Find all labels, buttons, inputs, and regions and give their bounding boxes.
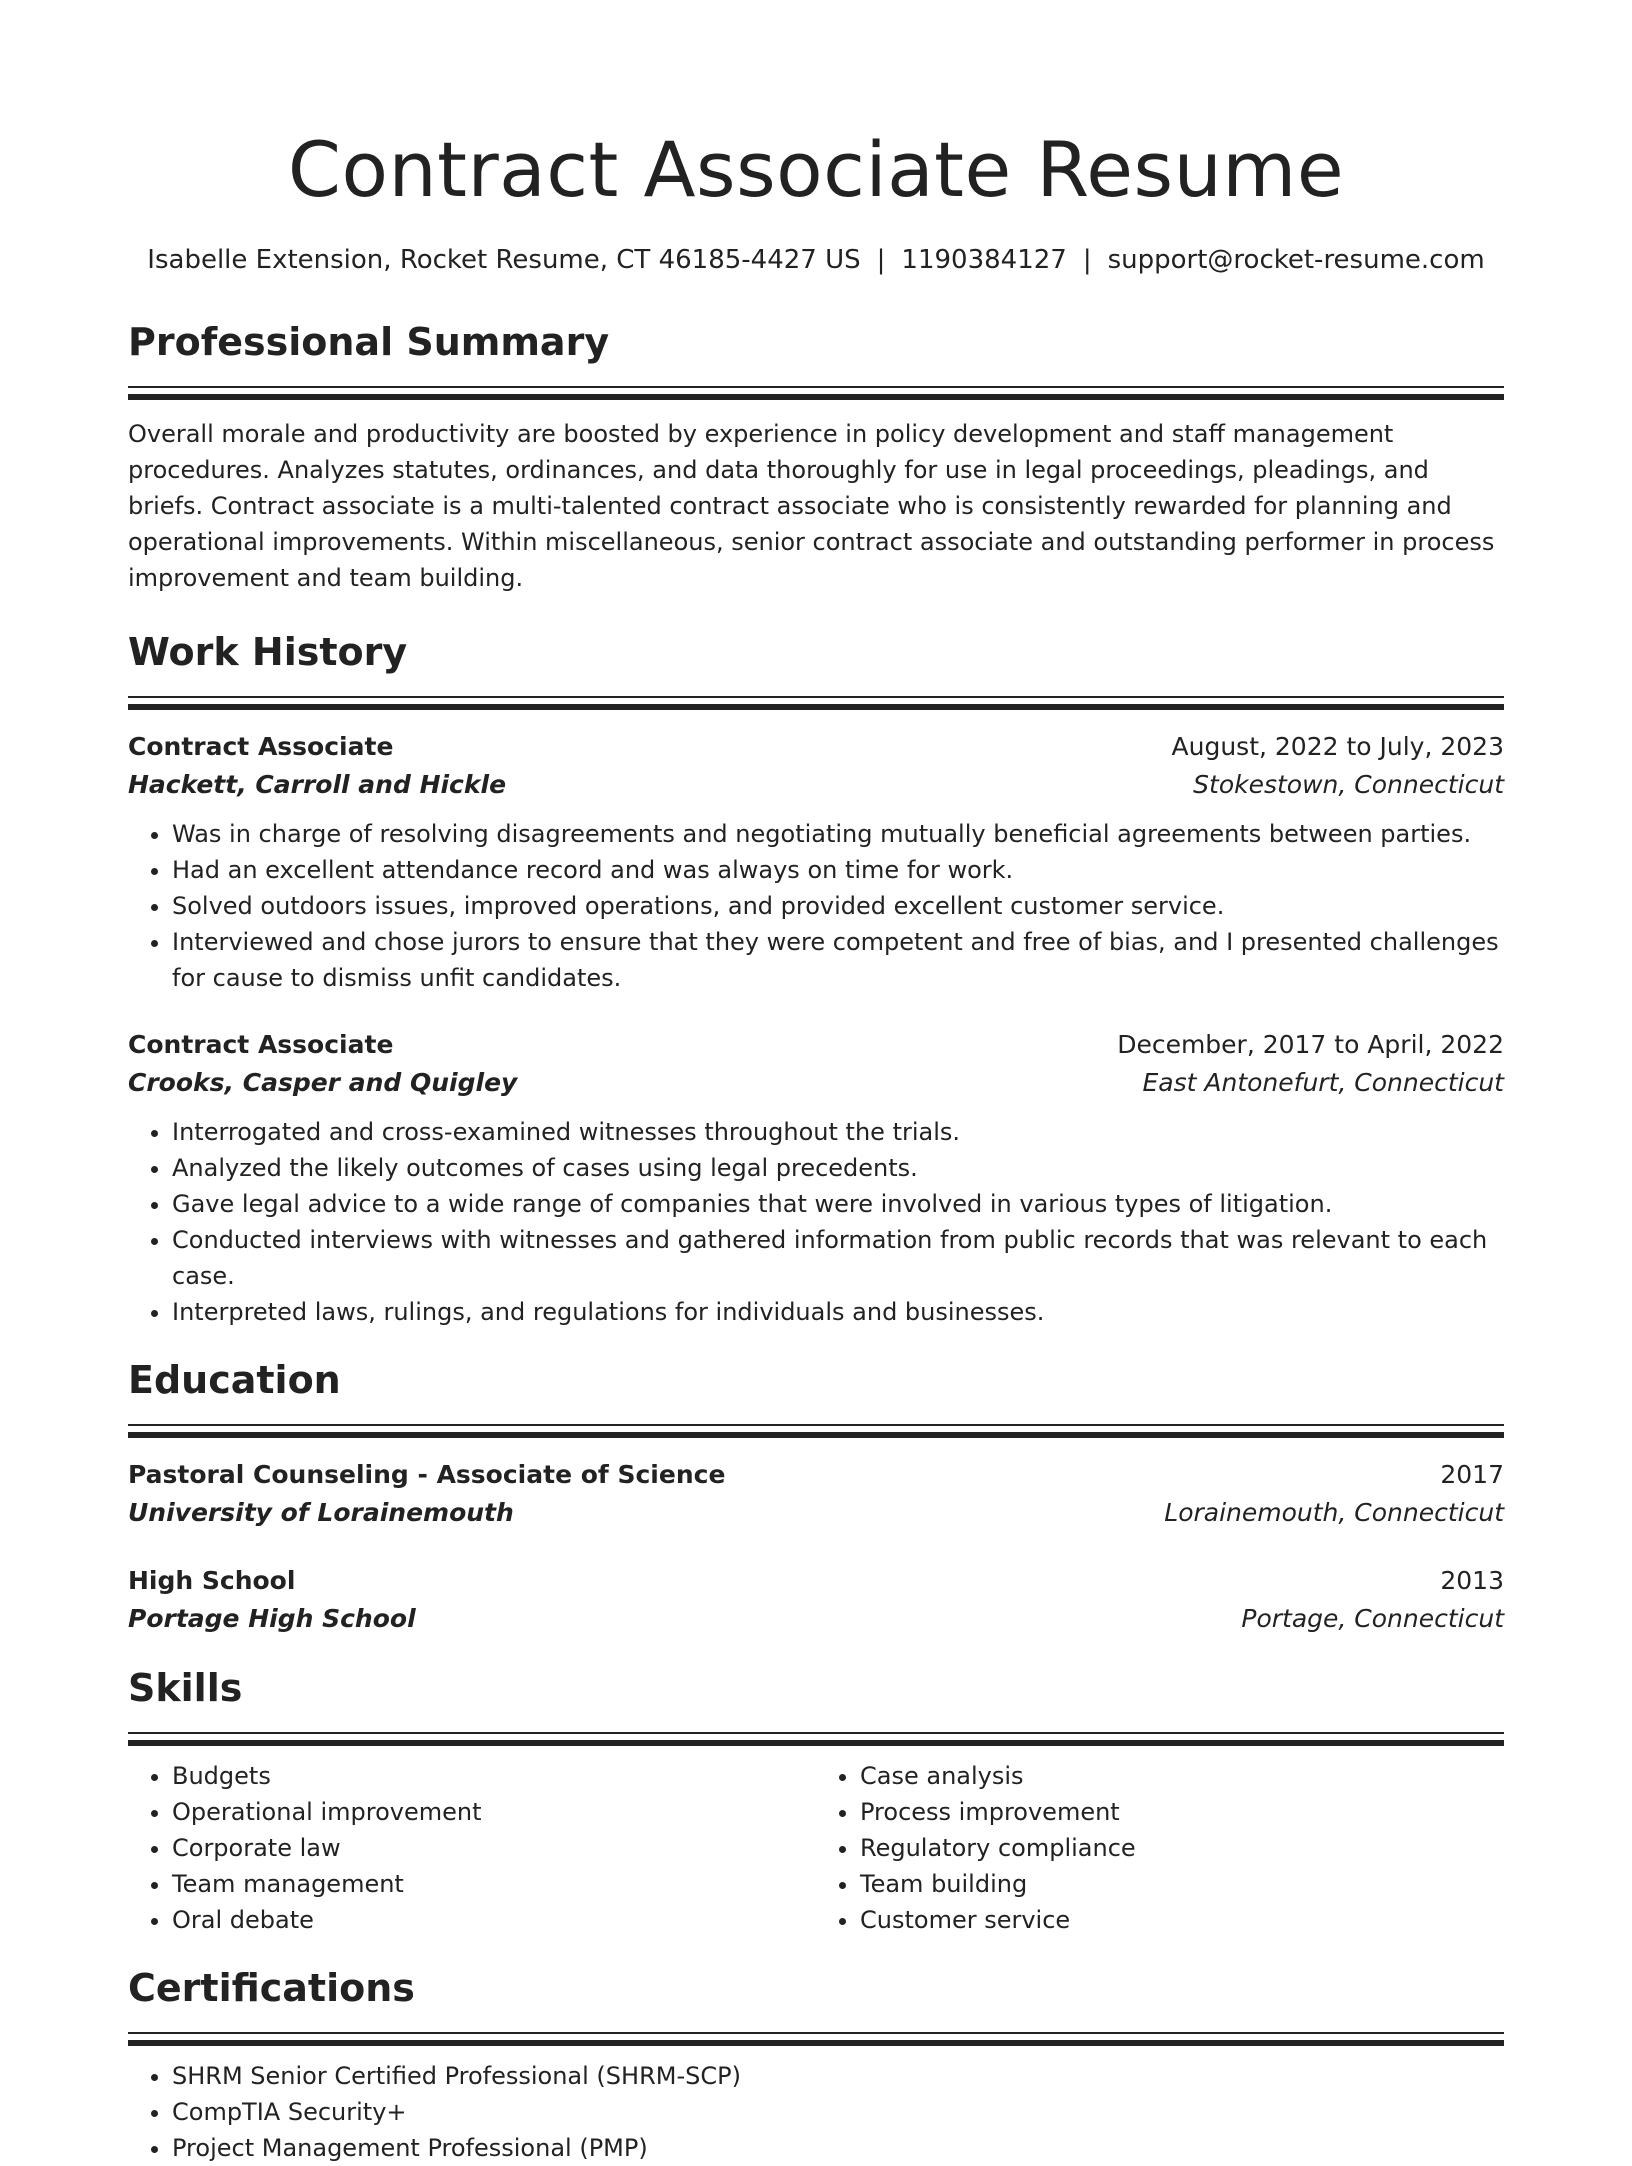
section-heading-work-history: Work History — [128, 630, 408, 674]
education-school-row — [128, 1494, 1504, 1532]
contact-address: Isabelle Extension, Rocket Resume, CT 46185-4427 US — [147, 245, 861, 275]
education-school-row — [128, 1600, 1504, 1638]
job-bullet: • Interrogated and cross-examined witnesses throughout the trials. — [172, 1114, 1504, 1150]
skill-item: • Corporate law — [172, 1830, 816, 1866]
skills-grid — [128, 1758, 1504, 1938]
section-heading-certifications: Certifications — [128, 1966, 415, 2010]
certification-item: • CompTIA Security+ — [172, 2094, 1504, 2130]
section-divider — [128, 386, 1504, 400]
contact-phone: 1190384127 — [901, 245, 1067, 275]
skills-section — [128, 1662, 1504, 1938]
skill-item: • Team management — [172, 1866, 816, 1902]
section-heading-education: Education — [128, 1358, 341, 1402]
skill-item: • Process improvement — [860, 1794, 1504, 1830]
education-header-row — [128, 1456, 1504, 1494]
job-company: Crooks, Casper and Quigley — [128, 1068, 518, 1097]
education-location: Portage, Connecticut — [1241, 1604, 1504, 1633]
skill-item: • Oral debate — [172, 1902, 816, 1938]
job-location: Stokestown, Connecticut — [1193, 770, 1504, 799]
contact-separator: | — [876, 245, 886, 275]
education-entry — [128, 1456, 1504, 1532]
skills-list-right — [816, 1758, 1504, 1938]
education-degree: Pastoral Counseling - Associate of Science — [128, 1460, 726, 1489]
job-location: East Antonefurt, Connecticut — [1142, 1068, 1504, 1097]
job-title: Contract Associate — [128, 732, 394, 761]
job-bullet: • Gave legal advice to a wide range of companies that were involved in various types of litigation. — [172, 1186, 1504, 1222]
skill-item: • Team building — [860, 1866, 1504, 1902]
summary-section — [128, 316, 1504, 596]
skills-list-left — [128, 1758, 816, 1938]
skill-item: • Budgets — [172, 1758, 816, 1794]
job-bullet: • Interpreted laws, rulings, and regulations for individuals and businesses. — [172, 1294, 1504, 1330]
education-school: University of Lorainemouth — [128, 1498, 514, 1527]
section-heading-skills: Skills — [128, 1666, 243, 1710]
job-bullet: • Solved outdoors issues, improved operations, and provided excellent customer service. — [172, 888, 1504, 924]
work-history-section — [128, 626, 1504, 1330]
job-bullet: • Analyzed the likely outcomes of cases using legal precedents. — [172, 1150, 1504, 1186]
certification-item: • Project Management Professional (PMP) — [172, 2130, 1504, 2166]
certifications-section — [128, 1962, 1504, 2166]
education-degree: High School — [128, 1566, 296, 1595]
certifications-list — [128, 2058, 1504, 2166]
education-section — [128, 1354, 1504, 1638]
section-divider — [128, 696, 1504, 710]
job-company-row — [128, 1064, 1504, 1102]
job-entry — [128, 728, 1504, 996]
contact-email[interactable]: support@rocket-resume.com — [1107, 245, 1485, 275]
job-bullet: • Was in charge of resolving disagreements and negotiating mutually beneficial agreements between parties. — [172, 816, 1504, 852]
job-entry — [128, 1026, 1504, 1330]
job-bullet: • Interviewed and chose jurors to ensure that they were competent and free of bias, and I presented challenges for cause to dismiss unfit candidates. — [172, 924, 1504, 996]
education-school: Portage High School — [128, 1604, 416, 1633]
education-year: 2017 — [1440, 1460, 1504, 1489]
job-bullet: • Conducted interviews with witnesses and gathered information from public records that was relevant to each case. — [172, 1222, 1504, 1294]
section-divider — [128, 1424, 1504, 1438]
certification-item: • SHRM Senior Certified Professional (SHRM-SCP) — [172, 2058, 1504, 2094]
education-location: Lorainemouth, Connecticut — [1164, 1498, 1504, 1527]
skill-item: • Operational improvement — [172, 1794, 816, 1830]
resume-title: Contract Associate Resume — [287, 125, 1345, 214]
education-header-row — [128, 1562, 1504, 1600]
job-bullets — [128, 816, 1504, 996]
skill-item: • Regulatory compliance — [860, 1830, 1504, 1866]
education-year: 2013 — [1440, 1566, 1504, 1595]
section-divider — [128, 1732, 1504, 1746]
job-bullet: • Had an excellent attendance record and was always on time for work. — [172, 852, 1504, 888]
job-company: Hackett, Carroll and Hickle — [128, 770, 507, 799]
job-header-row — [128, 728, 1504, 766]
job-dates: August, 2022 to July, 2023 — [1171, 732, 1504, 761]
skill-item: • Customer service — [860, 1902, 1504, 1938]
job-title: Contract Associate — [128, 1030, 394, 1059]
job-dates: December, 2017 to April, 2022 — [1117, 1030, 1504, 1059]
section-heading-summary: Professional Summary — [128, 320, 610, 364]
job-company-row — [128, 766, 1504, 804]
summary-text: Overall morale and productivity are boosted by experience in policy development and staff management procedures. Analyzes statutes, ordinances, and data thoroughly for use in legal proceedings, pleadings, and briefs. Contract associate is a multi-talented contract associate who is consistently rewarded for planning and operational improvements. Within miscellaneous, senior contract associate and outstanding performer in process improvement and team building. — [128, 420, 1495, 592]
job-header-row — [128, 1026, 1504, 1064]
job-bullets — [128, 1114, 1504, 1330]
skill-item: • Case analysis — [860, 1758, 1504, 1794]
education-entry — [128, 1562, 1504, 1638]
contact-line — [128, 240, 1504, 280]
contact-separator: | — [1082, 245, 1092, 275]
section-divider — [128, 2032, 1504, 2046]
